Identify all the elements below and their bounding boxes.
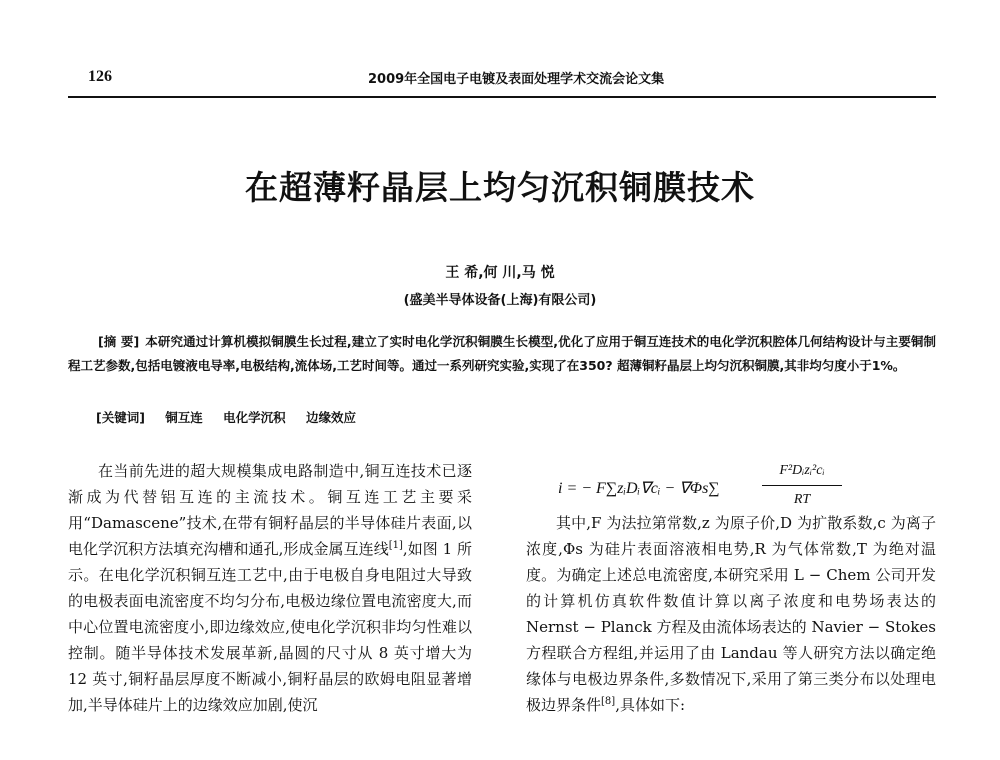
current-density-equation — [526, 458, 936, 510]
paper-title: 在超薄籽晶层上均匀沉积铜膜技术 — [245, 168, 755, 207]
journal-title: 2009年全国电子电镀及表面处理学术交流会论文集 — [368, 72, 665, 87]
right-paragraph-part: 其中,F 为法拉第常数,z 为原子价,D 为扩散系数,c 为离子浓度,Φs 为硅片表面溶液相电势,R 为气体常数,T 为绝对温度。为确定上述总电流密度,本研究采用 L − Chem 公司开发的计算机仿真软件数值计算以离子浓度和电势场表达的 Nernst − Planck 方程及由流体场表达的 Navier − Stokes 方程联合方程组,并运用了由 Landau 等人研究方法以确定绝缘体与电极边界条件,多数情况下,采用了第三类分布以处理电极边界条件 — [526, 514, 936, 714]
equation-numerator: F²Dᵢzᵢ²cᵢ — [762, 458, 842, 486]
left-paragraph-part: ,如图 1 所示。在电化学沉积铜互连工艺中,由于电极自身电阻过大导致的电极表面电流密度不均匀分布,电极边缘位置电流密度大,而中心位置电流密度小,即边缘效应,使电化学沉积非均匀性难以控制。随半导体技术发展革新,晶圆的尺寸从 8 英寸增大为 12 英寸,铜籽晶层厚度不断减小,铜籽晶层的欧姆电阻显著增加,半导体硅片上的边缘效应加剧,使沉 — [68, 540, 472, 714]
keywords — [96, 408, 936, 426]
running-header — [68, 60, 936, 98]
equation-denominator: RT — [793, 492, 811, 507]
abstract-text: 本研究通过计算机模拟铜膜生长过程,建立了实时电化学沉积铜膜生长模型,优化了应用于铜互连技术的电化学沉积腔体几何结构设计与主要铜制程工艺参数,包括电镀液电导率,电极结构,流体场,工艺时间等。通过一系列研究实验,实现了在350? 超薄铜籽晶层上均匀沉积铜膜,其非均匀度小于1%。 — [68, 334, 937, 373]
abstract-label: [摘 要] — [98, 334, 140, 349]
right-column — [526, 458, 936, 718]
abstract — [68, 330, 936, 378]
equation-fraction — [762, 458, 842, 513]
keyword: 铜互连 — [165, 410, 203, 425]
left-paragraph-part: 在当前先进的超大规模集成电路制造中,铜互连技术已逐渐成为代替铝互连的主流技术。铜互连工艺主要采用“Damascene”技术,在带有铜籽晶层的半导体硅片表面,以电化学沉积方法填充沟槽和通孔,形成金属互连线 — [68, 462, 472, 558]
keyword: 边缘效应 — [306, 410, 357, 425]
left-column — [68, 458, 472, 718]
authors: 王 希,何 川,马 悦 — [445, 265, 555, 281]
affiliation: (盛美半导体设备(上海)有限公司) — [403, 293, 597, 308]
equation-left: i = − F∑zᵢDᵢ∇cᵢ − ∇Φs∑ — [558, 480, 720, 497]
citation: [8] — [601, 696, 616, 707]
page-number: 126 — [88, 68, 112, 85]
keywords-label: [关键词] — [96, 410, 145, 425]
right-paragraph-part: ,具体如下: — [615, 696, 686, 714]
citation: [1] — [388, 540, 403, 551]
keyword: 电化学沉积 — [223, 410, 286, 425]
right-paragraph — [526, 510, 936, 718]
